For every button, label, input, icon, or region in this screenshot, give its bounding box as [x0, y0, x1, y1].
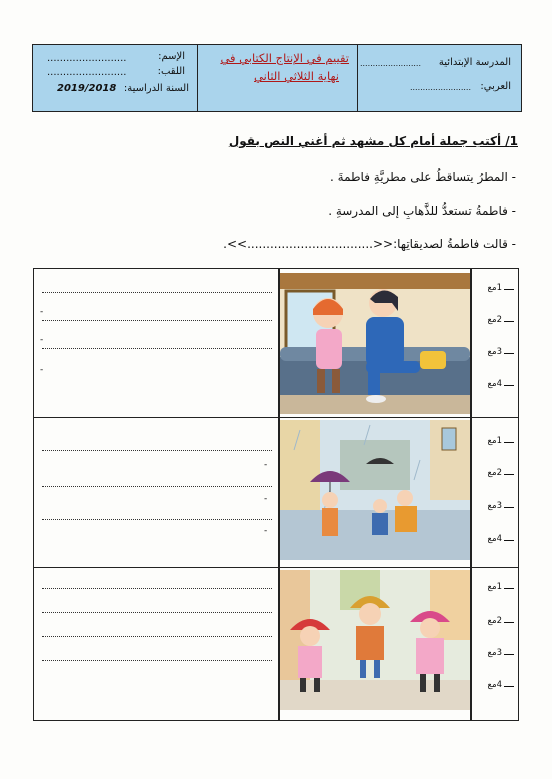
scenes-grid: [33, 268, 519, 721]
year-label: السنة الدراسية:: [123, 83, 189, 94]
name-label: الإسم:: [158, 51, 185, 62]
student-info-cell: [33, 45, 198, 111]
writing-line[interactable]: [42, 588, 272, 589]
scene-1-number-3: 3مع: [488, 347, 515, 357]
school-field[interactable]: ........................: [359, 59, 421, 68]
writing-line[interactable]: [42, 519, 272, 520]
writing-line[interactable]: [42, 660, 272, 661]
scene-3-number-1: 1مع: [488, 582, 515, 592]
scene-1-number-2: 2مع: [488, 315, 515, 325]
writing-line[interactable]: [42, 320, 272, 321]
title-line-1: تقييم في الإنتاج الكتابي في: [220, 51, 349, 65]
dash-mark: -: [264, 526, 268, 536]
dash-mark: -: [264, 460, 268, 470]
title-cell: [198, 45, 358, 111]
title-line-2: نهاية الثلاثي الثاني: [254, 69, 339, 83]
header-table: [32, 44, 522, 112]
scene-2-number-2: 2مع: [488, 468, 515, 478]
writing-line[interactable]: [42, 292, 272, 293]
writing-line[interactable]: [42, 348, 272, 349]
scene-friends-illustration: [280, 570, 470, 710]
writing-line[interactable]: [42, 486, 272, 487]
scene-3-number-2: 2مع: [488, 616, 515, 626]
scene-2-number-4: 4مع: [488, 534, 515, 544]
sentence-3: - قالت فاطمةُ لصديقاتِها:<<.................................>>.: [223, 237, 516, 251]
school-info-cell: [358, 45, 521, 111]
writing-line[interactable]: [42, 450, 272, 451]
scene-rain-school-illustration: [280, 420, 470, 560]
year-value: 2019/2018: [57, 83, 117, 94]
name-field[interactable]: .........................: [47, 53, 127, 64]
scene-row-2: [34, 418, 518, 568]
dash-mark: -: [40, 335, 44, 345]
dash-mark: -: [264, 494, 268, 504]
sentence-1: - المطرُ يتساقطُ على مطريَّةِ فاطمةَ .: [330, 170, 516, 184]
subject-field[interactable]: ........................: [409, 83, 471, 92]
surname-field[interactable]: .........................: [47, 67, 127, 78]
instruction: 1/ أكتب جملة أمام كل مشهد ثم أغني النص بقول: [228, 134, 518, 148]
scene-2-number-3: 3مع: [488, 501, 515, 511]
writing-line[interactable]: [42, 612, 272, 613]
scene-3-number-3: 3مع: [488, 648, 515, 658]
scene-row-1: [34, 269, 518, 418]
school-label: المدرسة الإبتدائية: [438, 57, 511, 68]
dash-mark: -: [40, 365, 44, 375]
surname-label: اللقب:: [157, 66, 185, 77]
scene-1-number-1: 1مع: [488, 283, 515, 293]
scene-row-3: [34, 568, 518, 719]
scene-2-number-1: 1مع: [488, 436, 515, 446]
scene-mother-daughter-illustration: [280, 273, 470, 414]
scene-3-number-4: 4مع: [488, 680, 515, 690]
writing-line[interactable]: [42, 636, 272, 637]
scene-1-number-4: 4مع: [488, 379, 515, 389]
sentence-2: - فاطمةُ تستعدُّ للذَّهابِ إلى المدرسةِ .: [328, 204, 516, 218]
dash-mark: -: [40, 307, 44, 317]
subject-label: العربي:: [480, 81, 511, 92]
